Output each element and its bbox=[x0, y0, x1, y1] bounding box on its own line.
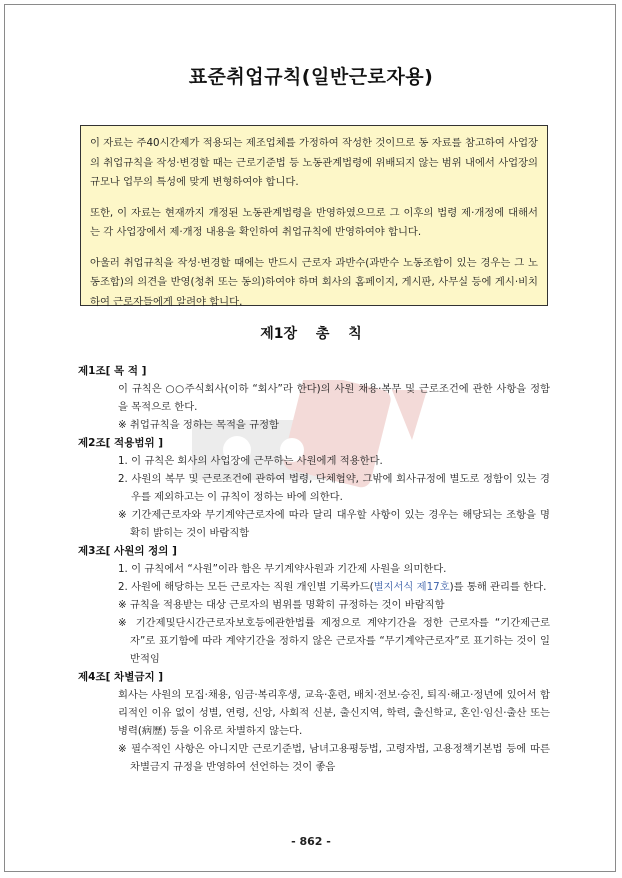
article-item-text: )를 통해 관리를 한다. bbox=[449, 581, 547, 593]
article-note: ※ 기간제근로자와 무기계약근로자에 따라 달리 대우할 사항이 있는 경우는 해당되는 조항을 명확히 밝히는 것이 바람직함 bbox=[118, 509, 550, 539]
articles-section bbox=[78, 362, 550, 776]
document-title: 표준취업규칙(일반근로자용) bbox=[188, 66, 434, 88]
page-number: - 862 - bbox=[291, 835, 331, 848]
article-heading: 제4조[ 차별금지 ] bbox=[78, 671, 164, 683]
article-item: 2. 사원의 복무 및 근로조건에 관하여 법령, 단체협약, 그밖에 회사규정에 별도로 정함이 있는 경우를 제외하고는 이 규칙이 정하는 바에 의한다. bbox=[118, 473, 550, 503]
article-heading: 제3조[ 사원의 정의 ] bbox=[78, 545, 177, 557]
article-heading: 제1조[ 목 적 ] bbox=[78, 365, 147, 377]
article-1 bbox=[78, 362, 550, 434]
article-body: 회사는 사원의 모집·채용, 임금·복리후생, 교육·훈련, 배치·전보·승진, 퇴직·해고·정년에 있어서 합리적인 이유 없이 성별, 연령, 신앙, 사회적 신분, 출신지역, 학력, 출신학교, 혼인·임신·출산 또는 병력(病歷) 등을 이유로 차별하지 않는다. bbox=[118, 689, 550, 737]
notice-paragraph: 아울러 취업규칙을 작성·변경할 때에는 반드시 근로자 과반수(과반수 노동조합이 있는 경우는 그 노동조합)의 의견을 반영(청취 또는 동의)하여야 하며 회사의 홈페이지, 게시판, 사무실 등에 게시·비치하여 근로자들에게 알려야 합니다. bbox=[90, 256, 538, 308]
article-note: ※ 취업규칙을 정하는 목적을 규정함 bbox=[118, 419, 279, 431]
article-2 bbox=[78, 434, 550, 542]
article-heading: 제2조[ 적용범위 ] bbox=[78, 437, 164, 449]
form-reference-link[interactable]: 별지서식 제17호 bbox=[373, 581, 450, 593]
notice-paragraph: 또한, 이 자료는 현재까지 개정된 노동관계법령을 반영하였으므로 그 이후의 법령 제·개정에 대해서는 각 사업장에서 제·개정 내용을 확인하여 취업규칙에 반영하여야 합니다. bbox=[90, 206, 538, 238]
article-item bbox=[78, 578, 550, 596]
article-item: 1. 이 규칙에서 “사원”이라 함은 무기계약사원과 기간제 사원을 의미한다. bbox=[118, 563, 447, 575]
article-note: ※ 기간제및단시간근로자보호등에관한법률 제정으로 계약기간을 정한 근로자를 “기간제근로자”로 표기함에 따라 계약기간을 정하지 않은 근로자를 “무기계약근로자”로 표기하는 것이 일반적임 bbox=[118, 617, 550, 665]
article-3 bbox=[78, 542, 550, 668]
notice-paragraph: 이 자료는 주40시간제가 적용되는 제조업체를 가정하여 작성한 것이므로 동 자료를 참고하여 사업장의 취업규칙을 작성·변경할 때는 근로기준법 등 노동관계법령에 위배되지 않는 범위 내에서 사업장의 규모나 업무의 특성에 맞게 변형하여야 합니다. bbox=[90, 137, 538, 188]
article-note: ※ 규칙을 적용받는 대상 근로자의 범위를 명확히 규정하는 것이 바람직함 bbox=[118, 599, 445, 611]
article-note: ※ 필수적인 사항은 아니지만 근로기준법, 남녀고용평등법, 고령자법, 고용정책기본법 등에 따른 차별금지 규정을 반영하여 선언하는 것이 좋음 bbox=[118, 743, 550, 773]
article-4 bbox=[78, 668, 550, 776]
article-item: 1. 이 규칙은 회사의 사업장에 근무하는 사원에게 적용한다. bbox=[118, 455, 383, 467]
notice-box bbox=[80, 125, 548, 306]
chapter-title: 제1장 총 칙 bbox=[260, 326, 362, 342]
article-body: 이 규칙은 ○○주식회사(이하 “회사”라 한다)의 사원 채용·복무 및 근로조건에 관한 사항을 정함을 목적으로 한다. bbox=[118, 383, 550, 413]
article-item-text: 2. 사원에 해당하는 모든 근로자는 직원 개인별 기록카드( bbox=[118, 581, 374, 593]
